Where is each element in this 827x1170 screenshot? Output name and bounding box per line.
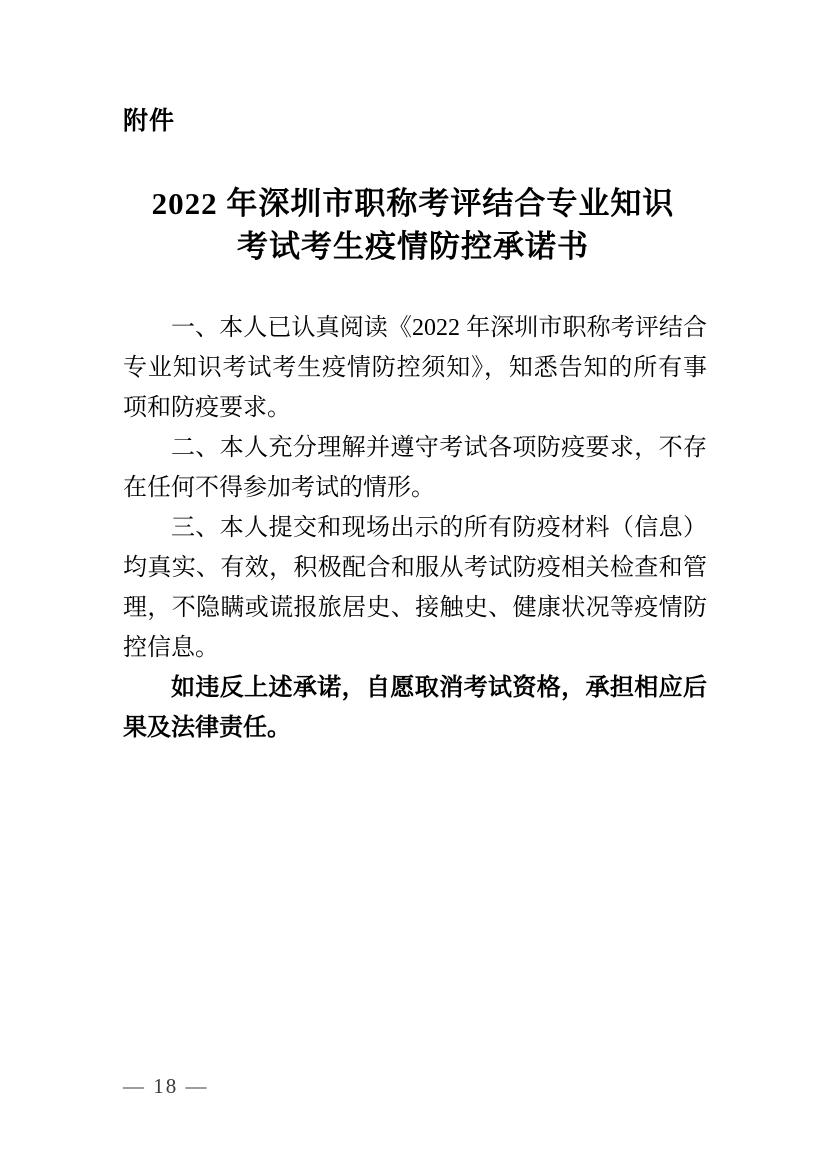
document-title-line-1: 2022 年深圳市职称考评结合专业知识 bbox=[151, 186, 675, 221]
paragraph-4-commitment: 如违反上述承诺，自愿取消考试资格，承担相应后果及法律责任。 bbox=[123, 675, 707, 741]
page-number: — 18 — bbox=[123, 1074, 209, 1098]
paragraph-1: 一、本人已认真阅读《2022 年深圳市职称考评结合专业知识考试考生疫情防控须知》，知悉告知的所有事项和防疫要求。 bbox=[123, 315, 707, 421]
attachment-label: 附件 bbox=[123, 107, 176, 135]
paragraph-3: 三、本人提交和现场出示的所有防疫材料（信息）均真实、有效，积极配合和服从考试防疫相关检查和管理，不隐瞒或谎报旅居史、接触史、健康状况等疫情防控信息。 bbox=[123, 515, 707, 661]
document-body bbox=[123, 308, 707, 748]
paragraph-2: 二、本人充分理解并遵守考试各项防疫要求，不存在任何不得参加考试的情形。 bbox=[123, 435, 707, 501]
document-title bbox=[113, 182, 713, 268]
document-title-line-2: 考试考生疫情防控承诺书 bbox=[237, 229, 589, 264]
